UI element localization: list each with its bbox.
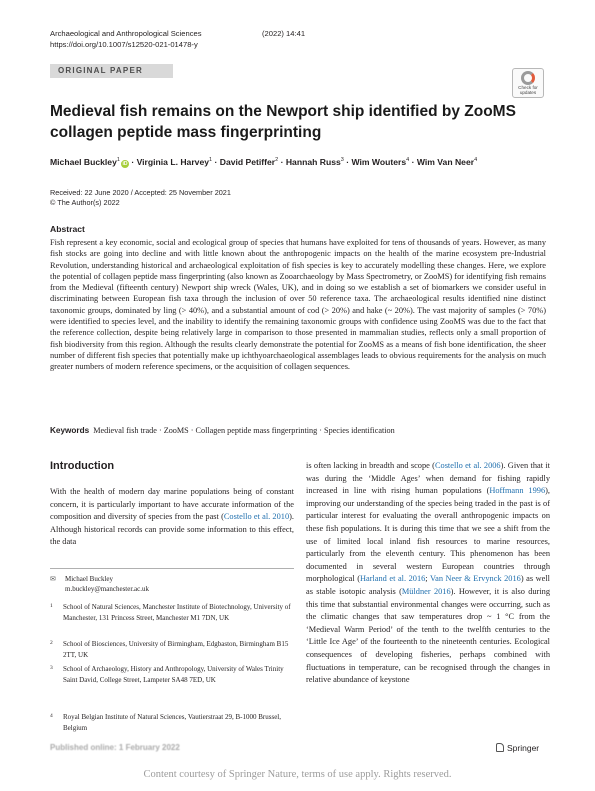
received-accepted-dates: Received: 22 June 2020 / Accepted: 25 November 2021 bbox=[50, 188, 231, 197]
author-name[interactable]: Virginia L. Harvey bbox=[136, 157, 210, 167]
affiliation-number: 4 bbox=[50, 713, 53, 719]
author-separator: · bbox=[128, 157, 137, 167]
author-separator: · bbox=[343, 157, 352, 167]
author-name[interactable]: Hannah Russ bbox=[285, 157, 341, 167]
citation-link[interactable]: Harland et al. 2016 bbox=[359, 574, 426, 584]
keywords-label: Keywords bbox=[50, 426, 90, 435]
affiliation-text: Royal Belgian Institute of Natural Sciences, Vautierstraat 29, B-1000 Brussel, Belgium bbox=[63, 713, 281, 732]
author-name[interactable]: Michael Buckley bbox=[50, 157, 117, 167]
article-title: Medieval fish remains on the Newport ship identified by ZooMS collagen peptide mass fingerprinting bbox=[50, 103, 516, 141]
citation-link[interactable]: Costello et al. 2006 bbox=[434, 461, 501, 470]
affiliation-item bbox=[50, 602, 294, 623]
citation-link[interactable]: Hoffmann 1996 bbox=[489, 486, 546, 496]
copyright-notice: © The Author(s) 2022 bbox=[50, 198, 120, 207]
doi-link[interactable]: https://doi.org/10.1007/s12520-021-01478-y bbox=[50, 40, 198, 49]
affiliation-text: School of Natural Sciences, Manchester Institute of Biotechnology, University of Manchester, 131 Princess Street, Manchester M1 7DN, UK bbox=[63, 603, 291, 622]
intro-text: ), improving our understanding of the species being traded in the past is of particular interest for evaluating the overall anthropogenic impacts on these fish populations. It is during this time that we see a shift from the use of limited local inland fish resources to marine resources, particularly from the eleventh century. This phenomenon has been documented in several western European countries through morphological ( bbox=[306, 486, 550, 584]
author-affiliation-marker: 1 bbox=[116, 157, 120, 164]
orcid-icon[interactable]: iD bbox=[122, 161, 128, 167]
intro-text: is often lacking in breadth and scope ( bbox=[306, 461, 435, 470]
citation-link[interactable]: Van Neer & Ervynck 2016 bbox=[430, 574, 521, 584]
intro-text: ). Given that it was during the ‘Middle Ages’ when demand for fishing rapidly increased in line with rising human populations ( bbox=[306, 461, 551, 496]
author-affiliation-marker: 3 bbox=[340, 157, 344, 164]
author-list bbox=[50, 157, 550, 168]
contact-email[interactable]: m.buckley@manchester.ac.uk bbox=[65, 585, 149, 593]
abstract-text: Fish represent a key economic, social and ecological group of species that humans have exploited for tens of thousands of years. However, as many fish stocks are going into decline and with little known about the anthropogenic impacts on the health of the marine ecosystem pre-Industrial Revolution, understanding historical and archaeological exploitation of fish species is key to accurately modelling these changes. Here, we explore the potential of collagen peptide mass fingerprinting (also known as Zooarchaeology by Mass Spectrometry, or ZooMS) for identifying fish remains from the Medieval (fifteenth century) Newport ship wreck (Wales, UK), and in doing so we establish a set of biomarkers we consider useful in discriminating between European fish taxa through the inclusion of over 50 reference taxa. The archaeological results identified nine distinct taxonomic groups, dominated by ling (> 40%), and a substantial amount of cod (> 20%) and hake (~ 20%). The vast majority of samples (> 70%) were identified to species level, and the inability to identify the remaining taxonomic groups with confidence using ZooMS was due to the fact that the reference collection, despite being relatively large in comparison to those presented in mammalian studies, reflects only a small proportion of fish biodiversity from this region. Although the results clearly demonstrate the potential for ZooMS as a means of fish bone identification, the sheer number of different fish species that potentially make up ichthyoarchaeological assemblages leads to obvious requirements for the analysis on much greater numbers of modern reference specimens, or the acquisition of collagen sequences. bbox=[50, 238, 546, 372]
author-separator: · bbox=[278, 157, 286, 167]
affiliation-number: 3 bbox=[50, 665, 53, 671]
affiliation-item bbox=[50, 664, 294, 685]
courtesy-notice: Content courtesy of Springer Nature, terms of use apply. Rights reserved. bbox=[143, 769, 452, 780]
envelope-icon: ✉ bbox=[50, 575, 56, 583]
corresponding-author bbox=[50, 574, 149, 594]
intro-text: ). Although historical records can provide some information to this effect, the data bbox=[50, 512, 294, 547]
intro-text: ). However, it is also during this time that substantial environmental changes were occurring, such as the climatic changes that saw temperatures drop ~ 1 °C from the ‘Medieval Warm Period’ of the tenth to the twelfth centuries to the ‘Little Ice Age’ of the fourteenth to the nineteenth centuries. Ecological consequences of developing fisheries, perhaps combined with fluctuations in temperature, can be recognised through the changes in relative abundance of keystone bbox=[306, 586, 550, 685]
affiliation-text: School of Biosciences, University of Birmingham, Edgbaston, Birmingham B15 2TT, UK bbox=[63, 640, 289, 659]
intro-text: With the health of modern day marine populations being of constant concern, it is particularly important to have accurate information of the composition and diversity of species from the past ( bbox=[50, 487, 294, 522]
intro-right-column bbox=[306, 460, 550, 687]
check-for-updates-badge[interactable] bbox=[512, 68, 544, 98]
journal-name: Archaeological and Anthropological Sciences bbox=[50, 29, 202, 38]
article-type-banner: ORIGINAL PAPER bbox=[50, 64, 173, 78]
author-affiliation-marker: 4 bbox=[474, 157, 478, 164]
affiliation-number: 2 bbox=[50, 640, 53, 646]
author-name[interactable]: David Petiffer bbox=[219, 157, 276, 167]
publisher-name: Springer bbox=[507, 743, 540, 753]
intro-text: ; bbox=[425, 574, 431, 584]
keywords-list: Medieval fish trade · ZooMS · Collagen peptide mass fingerprinting · Species identification bbox=[93, 426, 395, 435]
article-dates bbox=[50, 188, 231, 208]
author-affiliation-marker: 2 bbox=[275, 157, 279, 164]
contact-name: Michael Buckley bbox=[65, 575, 114, 583]
keywords-line bbox=[50, 426, 550, 435]
author-affiliation-marker: 1 bbox=[209, 157, 213, 164]
springer-horse-icon bbox=[496, 743, 504, 752]
author-affiliation-marker: 4 bbox=[406, 157, 410, 164]
author-separator: · bbox=[409, 157, 417, 167]
affiliation-text: School of Archaeology, History and Anthropology, University of Wales Trinity Saint David, College Street, Lampeter SA48 7ED, UK bbox=[63, 665, 284, 684]
author-name[interactable]: Wim Van Neer bbox=[416, 157, 475, 167]
citation-link[interactable]: Müldner 2016 bbox=[401, 586, 451, 596]
abstract-heading: Abstract bbox=[50, 224, 85, 234]
intro-left-column bbox=[50, 486, 294, 549]
author-name[interactable]: Wim Wouters bbox=[351, 157, 407, 167]
published-online-date: Published online: 1 February 2022 bbox=[50, 743, 180, 752]
journal-header bbox=[50, 29, 306, 38]
journal-volume-ref: (2022) 14:41 bbox=[262, 29, 306, 38]
citation-link[interactable]: Costello et al. 2010 bbox=[223, 512, 290, 522]
check-updates-line2: updates bbox=[519, 90, 537, 95]
footnote-divider bbox=[50, 568, 294, 569]
intro-text: ) as well as stable isotopic analysis ( bbox=[306, 574, 550, 596]
publisher-logo[interactable] bbox=[496, 743, 539, 753]
author-separator: · bbox=[212, 157, 220, 167]
affiliation-item bbox=[50, 639, 294, 660]
introduction-heading: Introduction bbox=[50, 460, 115, 472]
check-updates-line1: Check for bbox=[518, 85, 538, 90]
affiliation-item bbox=[50, 712, 294, 733]
affiliation-number: 1 bbox=[50, 603, 53, 609]
check-updates-icon bbox=[521, 71, 535, 85]
